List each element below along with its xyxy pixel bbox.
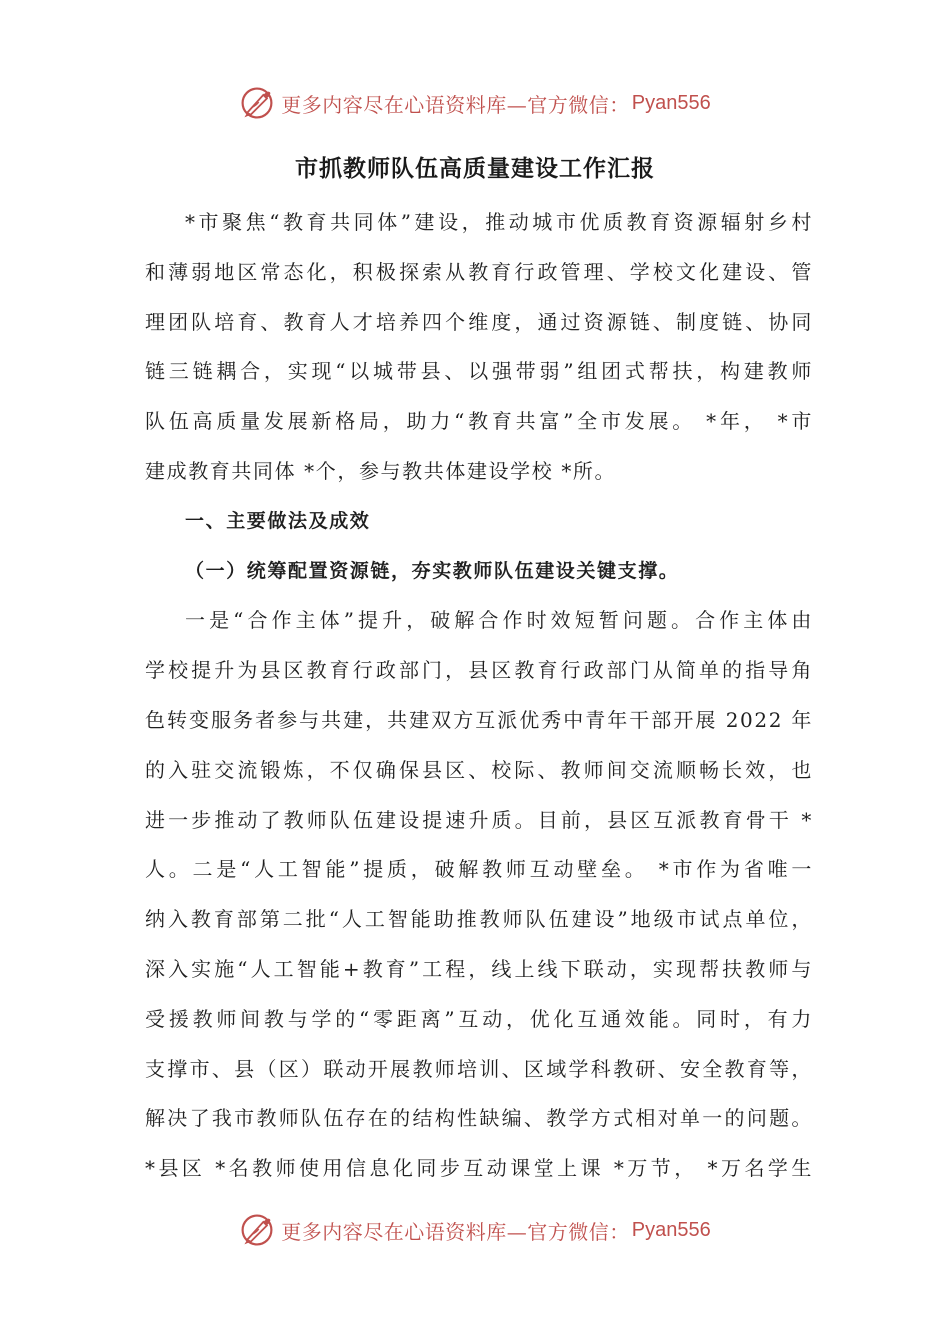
paragraph-line: 纳入教育部第二批“人工智能助推教师队伍建设”地级市试点单位，: [145, 907, 813, 932]
paragraph-line: 的入驻交流锻炼，不仅确保县区、校际、教师间交流顺畅长效，也: [145, 757, 813, 782]
paragraph-line: *县区 *名教师使用信息化同步互动课堂上课 *万节， *万名学生: [145, 1156, 813, 1181]
watermark-wechat-id: Pyan556: [631, 1218, 711, 1241]
document-body: [145, 198, 813, 1194]
paragraph-line: 链三链耦合，实现“以城带县、以强带弱”组团式帮扶，构建教师: [145, 359, 813, 384]
paragraph-line: 受援教师间教与学的“零距离”互动，优化互通效能。同时，有力: [145, 1006, 813, 1031]
paragraph-line: 解决了我市教师队伍存在的结构性缺编、教学方式相对单一的问题。: [145, 1106, 813, 1131]
paragraph-line: 一是“合作主体”提升，破解合作时效短暂问题。合作主体由: [185, 608, 813, 633]
paragraph-line: 支撑市、县（区）联动开展教师培训、区域学科教研、安全教育等，: [145, 1056, 813, 1081]
subsection-heading: （一）统筹配置资源链，夯实教师队伍建设关键支撑。: [185, 559, 680, 582]
paragraph-line: 深入实施“人工智能+教育”工程，线上线下联动，实现帮扶教师与: [145, 956, 813, 981]
watermark-header: [0, 81, 950, 125]
quill-pen-logo-icon: [239, 1212, 275, 1248]
watermark-footer: [0, 1208, 950, 1252]
paragraph-line: 色转变服务者参与共建，共建双方互派优秀中青年干部开展 2022 年: [145, 707, 813, 732]
paragraph-line: 理团队培育、教育人才培养四个维度，通过资源链、制度链、协同: [145, 309, 813, 334]
paragraph-line: *市聚焦“教育共同体”建设，推动城市优质教育资源辐射乡村: [185, 210, 813, 234]
paragraph-line: 和薄弱地区常态化，积极探索从教育行政管理、学校文化建设、管: [145, 259, 813, 284]
document-title: 市抓教师队伍高质量建设工作汇报: [295, 156, 655, 182]
quill-pen-logo-icon: [239, 85, 275, 121]
watermark-text: 更多内容尽在心语资料库—官方微信：: [281, 92, 630, 117]
paragraph-line: 学校提升为县区教育行政部门，县区教育行政部门从简单的指导角: [145, 658, 813, 683]
paragraph-line: 人。二是“人工智能”提质，破解教师互动壁垒。 *市作为省唯一: [145, 857, 813, 882]
paragraph-line: 队伍高质量发展新格局，助力“教育共富”全市发展。 *年， *市: [145, 409, 813, 434]
paragraph-line: 建成教育共同体 *个，参与教共体建设学校 *所。: [145, 458, 617, 483]
watermark-text: 更多内容尽在心语资料库—官方微信：: [281, 1219, 630, 1244]
section-heading: 一、主要做法及成效: [185, 509, 371, 532]
paragraph-line: 进一步推动了教师队伍建设提速升质。目前，县区互派教育骨干 *: [145, 807, 813, 832]
watermark-wechat-id: Pyan556: [631, 91, 711, 114]
